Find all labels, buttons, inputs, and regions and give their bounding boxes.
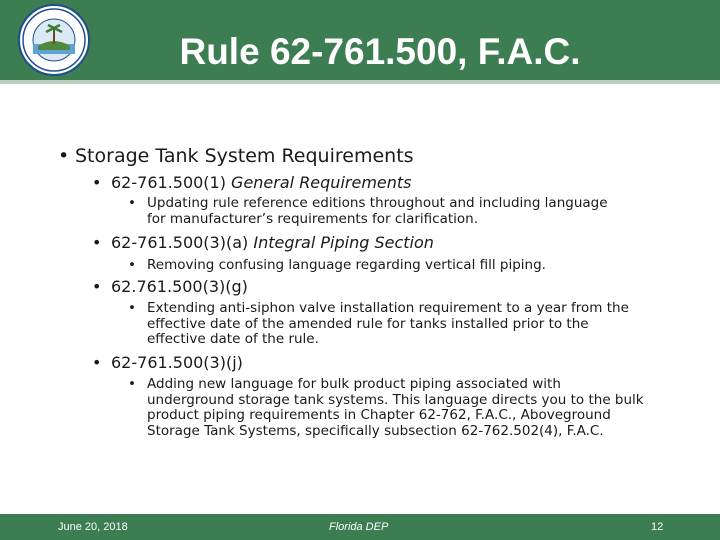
bullet-level3: • Updating rule reference editions throughout and including language for manufacturer’s requirements for clarification.	[128, 196, 628, 227]
rule-code: 62-761.500(1)	[111, 173, 232, 192]
rule-code: 62-761.500(3)(a)	[111, 233, 254, 252]
bullet-text: Updating rule reference editions throughout and including language for manufacturer’s requirements for clarification.	[147, 195, 608, 227]
bullet-level3: • Adding new language for bulk product piping associated with underground storage tank systems. This language directs you to the bulk product piping requirements in Chapter 62-762, F.A.C., Aboveground Storage Tank Systems, specifically subsection 62-762.502(4), F.A.C.	[128, 376, 644, 439]
bullet-text: Removing confusing language regarding vertical fill piping.	[147, 257, 546, 273]
bullet-text	[111, 233, 434, 252]
footer-organization: Florida DEP	[329, 521, 389, 533]
bullet-text: 62.761.500(3)(g)	[111, 277, 248, 296]
slide-title: Rule 62-761.500, F.A.C.	[179, 31, 581, 72]
bullet-text	[111, 173, 412, 192]
rule-title: General Requirements	[231, 173, 412, 192]
rule-title: Integral Piping Section	[253, 233, 434, 252]
slide-footer	[0, 514, 720, 540]
slide-header	[0, 0, 720, 82]
page-number: 12	[651, 521, 664, 533]
bullet-level3: • Extending anti-siphon valve installation requirement to a year from the effective date of the amended rule for tanks installed prior to the effective date of the rule.	[128, 301, 638, 348]
header-divider	[0, 80, 720, 84]
footer-date: June 20, 2018	[58, 521, 128, 533]
florida-dep-seal-icon	[18, 4, 90, 76]
bullet-text: Storage Tank System Requirements	[75, 145, 414, 167]
bullet-text: Extending anti-siphon valve installation requirement to a year from the effective date of the amended rule for tanks installed prior to the effective date of the rule.	[147, 300, 629, 347]
bullet-text: 62-761.500(3)(j)	[111, 353, 243, 372]
bullet-text: Adding new language for bulk product piping associated with underground storage tank systems. This language directs you to the bulk product piping requirements in Chapter 62-762, F.A.C., Aboveground Storage Tank Systems, specifically subsection 62-762.502(4), F.A.C.	[147, 376, 644, 439]
bullet-level3: • Removing confusing language regarding vertical fill piping.	[128, 258, 628, 274]
